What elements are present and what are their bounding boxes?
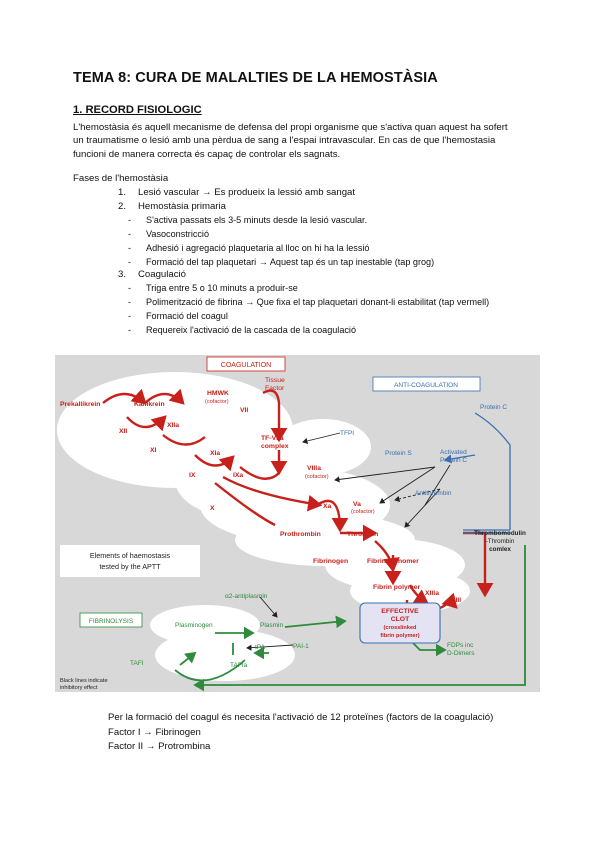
svg-text:(cofactor): (cofactor) [205, 399, 229, 405]
factor-xii-label: XII [119, 428, 128, 435]
list-subitem: S'activa passats els 3-5 minuts desde la lesió vascular. [146, 215, 368, 225]
list-subitem: Adhesió i agregació plaquetaria al lloc on hi ha la lessió [146, 243, 370, 253]
factor-xiii-label: XIII [451, 597, 462, 604]
prothrombin-label: Prothrombin [280, 531, 321, 538]
list-subitem: Triga entre 5 o 10 minuts a produir-se [146, 283, 298, 293]
protein-c-label: Protein C [480, 404, 508, 411]
factor-xia-label: XIa [210, 450, 221, 457]
factor-x-label: X [210, 505, 215, 512]
factor-viiia-label: VIIIa [307, 465, 321, 472]
alpha2-antiplasmin-label: α2-antiplasmin [225, 593, 268, 600]
anti-coagulation-label: ANTI-COAGULATION [394, 382, 458, 389]
list-item: Hemostàsia primaria [138, 201, 226, 212]
aptt-note: Elements of haemostasis [89, 551, 171, 560]
list-subitem: Formació del coagul [146, 311, 228, 321]
intro-paragraph: L'hemostàsia és aquell mecanisme de defensa del propi organisme que s'activa quan aquest ha sofert un traumatisme o lesió amb una pèrdua de sang a l'espai intravascular. En cas de que l'hemostasia funcioni de manera correcta és capaç de controlar els sagnats. [73, 122, 508, 160]
list-subitem: Polimerització de fibrina → Que fixa el tap plaquetari donant-li estabilitat (tap vermell) [146, 297, 490, 307]
page-title: TEMA 8: CURA DE MALALTIES DE LA HEMOSTÀSIA [73, 70, 438, 86]
plasminogen-label: Plasminogen [175, 622, 213, 629]
factor-xa-label: Xa [323, 503, 332, 510]
svg-text:Factor: Factor [265, 385, 285, 392]
svg-text:fibrin polymer): fibrin polymer) [380, 633, 420, 639]
list-number: 3. [118, 269, 127, 280]
activated-protein-c-label: Activated [440, 449, 467, 456]
thrombin-label: Thrombin [347, 531, 379, 538]
coagulation-label: COAGULATION [220, 362, 272, 369]
coagulation-cascade-figure [55, 355, 540, 692]
black-lines-note: Black lines indicate [60, 678, 108, 684]
footer-line: Factor I → Fibrinogen [108, 727, 201, 738]
fibrinogen-label: Fibrinogen [313, 558, 349, 565]
protein-s-label: Protein S [385, 450, 412, 457]
svg-text:inhibitory effect: inhibitory effect [60, 685, 98, 691]
svg-text:Protein C: Protein C [440, 457, 468, 464]
antithrombin-label: Antithrombin [415, 490, 452, 497]
svg-text:D-Dimers: D-Dimers [447, 650, 475, 657]
list-subitem: Vasoconstricció [146, 229, 210, 239]
tpa-label: tPA [255, 644, 265, 651]
list-subitem: Formació del tap plaquetari → Aquest tap és un tap inestable (tap grog) [146, 257, 435, 267]
plasmin-label: Plasmin [260, 622, 284, 629]
fibrin-monomer-label: Fibrin monomer [367, 558, 419, 565]
svg-text:tested by the APTT: tested by the APTT [99, 562, 161, 571]
tissue-factor-label: Tissue [265, 377, 285, 384]
footer-line: Factor II → Protrombina [108, 741, 211, 752]
section-heading: 1. RECORD FISIOLOGIC [73, 104, 202, 116]
fases-heading: Fases de l'hemostàsia [73, 173, 169, 184]
kallikrein-label: Kallikrein [134, 401, 165, 408]
tf-viia-label: TF-VIIa [261, 435, 284, 442]
tafi-label: TAFI [130, 660, 144, 667]
hmwk-label: HMWK [207, 390, 229, 397]
svg-text:(cofactor): (cofactor) [305, 474, 329, 480]
list-number: 1. [118, 187, 127, 198]
list-subitem: Requereix l'activació de la cascada de la coagulació [146, 325, 357, 335]
svg-text:comlex: comlex [489, 546, 511, 553]
tafia-label: TAFIa [230, 662, 248, 669]
thrombomodulin-label: Thrombomodulin [474, 530, 526, 537]
svg-text:(crosslinked: (crosslinked [383, 625, 417, 631]
factor-va-label: Va [353, 501, 361, 508]
factor-vii-label: VII [240, 407, 249, 414]
list-item: Lesió vascular → Es produeix la lessió amb sangat [138, 187, 356, 198]
list-number: 2. [118, 201, 127, 212]
factor-ix-label: IX [189, 472, 196, 479]
svg-text:(cofactor): (cofactor) [351, 509, 375, 515]
fdps-label: FDPs inc [447, 642, 474, 649]
factor-xiiia-label: XIIIa [425, 590, 439, 597]
factor-xi-label: XI [150, 447, 157, 454]
prekallikrein-label: Prekallikrein [60, 401, 101, 408]
fibrin-polymer-label: Fibrin polymer [373, 584, 421, 591]
list-item: Coagulació [138, 269, 187, 280]
svg-text:complex: complex [261, 443, 289, 450]
pai-1-label: PAI-1 [293, 643, 309, 650]
fibrinolysis-label: FIBRINOLYSIS [88, 618, 134, 625]
factor-ixa-label: IXa [233, 472, 244, 479]
footer-line: Per la formació del coagul és necesita l'activació de 12 proteïnes (factors de la coagulació) [108, 712, 494, 723]
svg-text:-Thrombin: -Thrombin [485, 538, 515, 545]
factor-xiia-label: XIIa [167, 422, 180, 429]
effective-clot-label: EFFECTIVE [381, 608, 419, 615]
svg-text:CLOT: CLOT [390, 616, 410, 623]
tfpi-label: TFPI [340, 430, 355, 437]
